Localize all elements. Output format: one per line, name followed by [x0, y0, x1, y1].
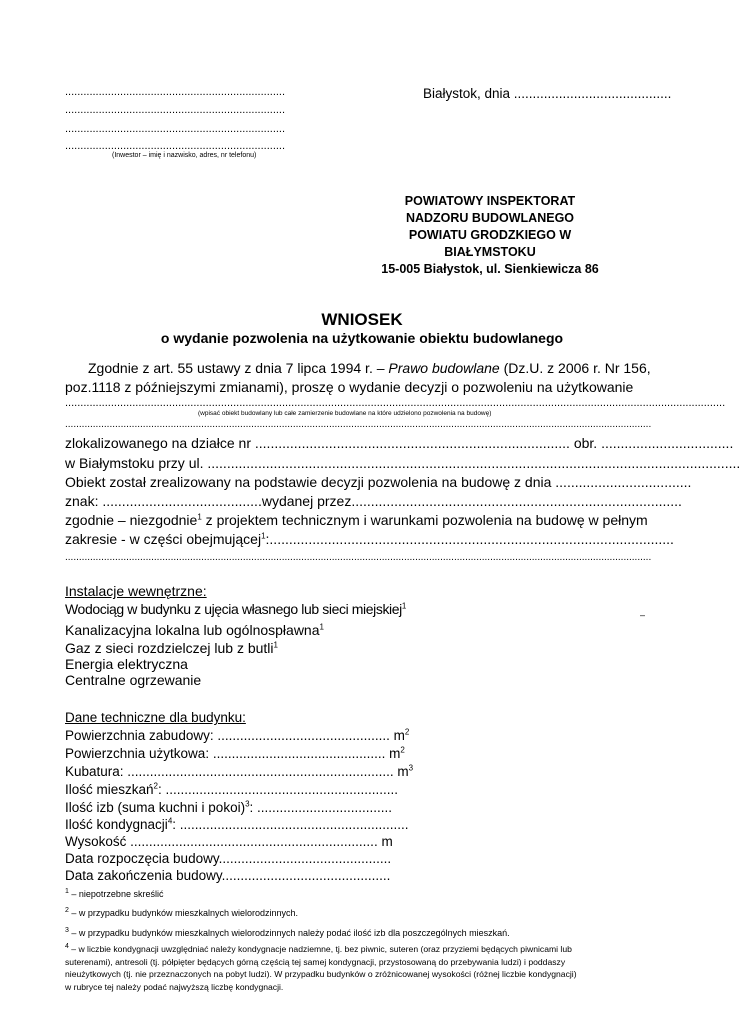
footnote-4	[65, 943, 665, 993]
tech-label: Ilość mieszkań	[65, 782, 154, 797]
tech-label: Kubatura: .......................................................................	[65, 764, 394, 779]
law-name: Prawo budowlane	[388, 360, 500, 376]
installation-item	[65, 622, 324, 638]
scope-line	[65, 531, 674, 547]
installation-label: Gaz z sieci rozdzielczej lub z butli	[65, 640, 274, 656]
object-dots-line-2: ...................................................................................................................................................................................................................	[65, 419, 652, 430]
footnote-ref: 3	[245, 799, 250, 809]
footnote-ref: 1	[261, 531, 266, 541]
paragraph-text: Zgodnie z art. 55 ustawy z dnia 7 lipca 1994 r. –	[88, 360, 389, 376]
tech-label: Powierzchnia zabudowy: ..............................................	[65, 728, 390, 743]
tech-row-usable-area	[65, 746, 405, 761]
footnote-3	[65, 928, 510, 938]
footnote-number: 3	[65, 927, 69, 934]
compliance-text: zgodnie – niezgodnie	[65, 512, 198, 528]
tech-label: Data zakończenia budowy.............................................	[65, 868, 391, 883]
footnote-number: 2	[65, 907, 69, 914]
plot-line: zlokalizowanego na działce nr ................................................................................. obr. ..................................	[65, 435, 734, 451]
addressee-block	[360, 193, 620, 278]
addressee-line: BIAŁYMSTOKU	[444, 245, 536, 259]
addressee-line: POWIATOWY INSPEKTORAT	[404, 194, 576, 208]
tech-unit: m	[389, 746, 401, 761]
investor-line-1: ........................................................................	[65, 86, 286, 98]
footnote-ref: 1	[319, 622, 324, 632]
footnote-ref: 1	[401, 601, 406, 611]
installations-heading: Instalacje wewnętrzne:	[65, 583, 207, 599]
document-subtitle: o wydanie pozwolenia na użytkowanie obiektu budowlanego	[160, 330, 564, 346]
footnote-ref: 1	[197, 512, 202, 522]
footnote-text: – w przypadku budynków mieszkalnych wielorodzinnych należy podać ilość izb dla poszczególnych mieszkań.	[68, 928, 510, 938]
footnote-4-line: w rubryce tej należy podać najwyższą liczbę kondygnacji.	[65, 981, 284, 992]
tech-row-start-date	[65, 851, 391, 866]
tech-row-flats	[65, 782, 398, 797]
scope-dots-line: ...................................................................................................................................................................................................................	[65, 552, 652, 563]
tech-row-built-area	[65, 728, 409, 743]
investor-caption: (Inwestor – imię i nazwisko, adres, nr telefonu)	[112, 152, 257, 159]
installation-item	[65, 672, 201, 688]
installation-item	[65, 640, 278, 656]
investor-line-4: ........................................................................	[65, 140, 286, 152]
unit-exponent: 2	[400, 745, 405, 755]
place-date: Białystok, dnia ..........................................	[423, 86, 672, 101]
tech-unit: m	[393, 728, 405, 743]
unit-exponent: 2	[404, 727, 410, 737]
compliance-text: z projektem technicznym i warunkami pozwolenia na budowę w pełnym	[201, 512, 648, 528]
paragraph-text: (Dz.U. z 2006 r. Nr 156,	[499, 360, 651, 376]
installation-item	[65, 601, 406, 617]
footnote-4-line: suterenami), antresoli (tj. półpięter będących górną częścią tej samej kondygnacji, przystosowaną do przebywania ludzi) i poddaszy	[65, 956, 566, 967]
investor-line-3: ........................................................................	[65, 123, 286, 135]
footnote-2	[65, 908, 298, 918]
paragraph-line-1	[88, 360, 651, 376]
paragraph-line-2: poz.1118 z późniejszymi zmianami), proszę o wydanie decyzji o pozwoleniu na użytkowanie	[65, 379, 634, 395]
investor-line-2: ........................................................................	[65, 104, 286, 116]
footnote-ref: 2	[153, 781, 158, 791]
street-line: w Białymstoku przy ul. .........................................................................................................................................	[65, 455, 740, 471]
tech-row-storeys	[65, 817, 409, 832]
footnote-4-line	[65, 943, 665, 956]
tech-unit: m	[397, 764, 409, 779]
footnote-text: – w przypadku budynków mieszkalnych wielorodzinnych.	[68, 908, 299, 918]
installation-item	[65, 656, 188, 672]
footnote-1	[65, 889, 163, 899]
compliance-line	[65, 512, 648, 528]
tech-dots: : ..............................................................	[157, 782, 399, 797]
tech-dots: : .............................................................	[172, 817, 409, 832]
sign-line: znak: .........................................wydanej przez.....................................................................................	[65, 493, 682, 509]
dash-mark: –	[640, 610, 646, 620]
technical-heading: Dane techniczne dla budynku:	[65, 710, 246, 725]
footnote-4-line: nieużytkowych (tj. nie przeznaczonych na pobyt ludzi). W przypadku budynków o zróżnicowanej wysokości (różnej liczbie kondygnacji)	[65, 969, 577, 979]
scope-text: :........................................................................................................	[265, 531, 674, 547]
decision-line: Obiekt został zrealizowany na podstawie decyzji pozwolenia na budowę z dnia ...................................	[65, 474, 692, 490]
tech-row-rooms	[65, 800, 392, 815]
tech-dots: : ....................................	[249, 800, 393, 815]
footnote-ref: 1	[273, 640, 278, 650]
tech-label: Data rozpoczęcia budowy..............................................	[65, 851, 392, 866]
tech-unit: m	[381, 834, 393, 849]
addressee-line: 15-005 Białystok, ul. Sienkiewicza 86	[381, 262, 599, 276]
installation-label: Kanalizacyjna lokalna lub ogólnospławna	[65, 622, 320, 638]
unit-exponent: 3	[408, 763, 414, 773]
tech-label: Wysokość ..................................................................	[65, 834, 378, 849]
footnote-ref: 4	[167, 816, 173, 826]
addressee-line: POWIATU GRODZKIEGO W	[408, 228, 572, 242]
tech-label: Ilość kondygnacji	[65, 817, 168, 832]
object-caption: (wpisać obiekt budowlany lub całe zamierzenie budowlane na które udzielono pozwolenia na budowę)	[198, 410, 492, 417]
footnote-number: 4	[65, 943, 69, 951]
installation-label: Wodociąg w budynku z ujęcia własnego lub sieci miejskiej	[65, 601, 402, 617]
tech-label: Ilość izb (suma kuchni i pokoi)	[65, 800, 246, 815]
object-dots-line: ........................................................................................................................................................................................................................	[65, 397, 726, 409]
tech-row-height	[65, 834, 393, 849]
tech-label: Powierzchnia użytkowa: ..............................................	[65, 746, 386, 761]
installation-label: Energia elektryczna	[65, 656, 188, 672]
tech-row-volume	[65, 764, 413, 779]
tech-row-end-date	[65, 868, 390, 883]
addressee-line: NADZORU BUDOWLANEGO	[405, 211, 575, 225]
document-title: WNIOSEK	[321, 310, 403, 329]
scope-text: zakresie - w części obejmującej	[65, 531, 262, 547]
installation-label: Centralne ogrzewanie	[65, 672, 202, 688]
footnote-text: – w liczbie kondygnacji uwzględniać należy kondygnacje nadziemne, tj. bez piwnic, suteren (oraz przyziemi będących piwnicami lub	[68, 944, 572, 954]
footnote-number: 1	[65, 888, 69, 895]
footnote-text: – niepotrzebne skreślić	[68, 889, 164, 899]
